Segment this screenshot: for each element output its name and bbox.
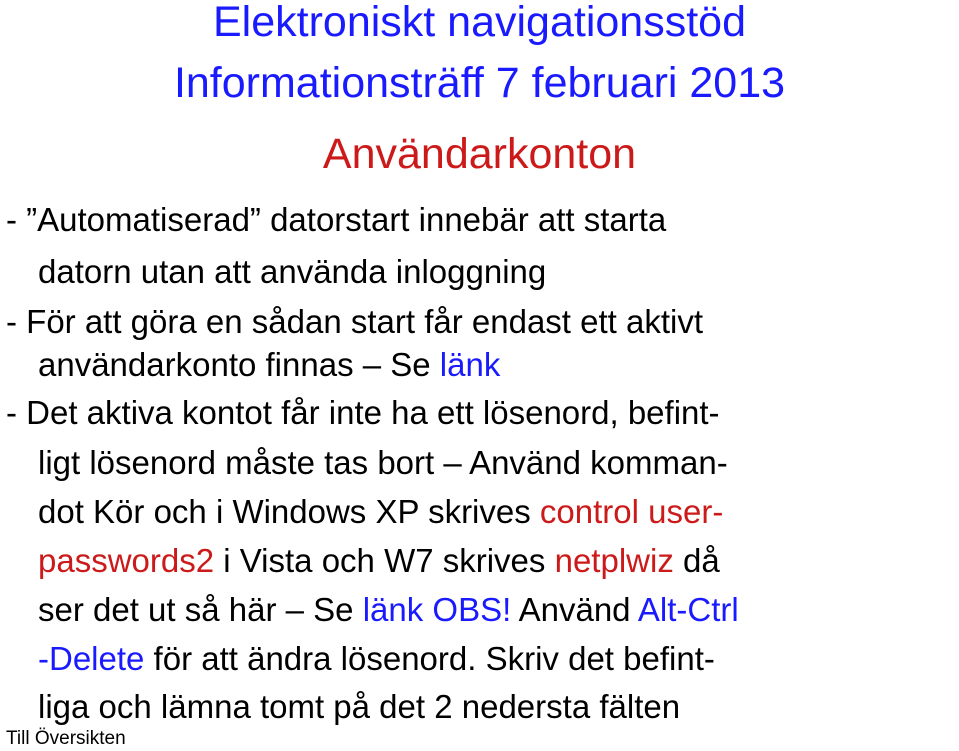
body-line-3: - För att göra en sådan start får endast ett aktivt xyxy=(6,303,704,340)
overview-link[interactable]: Till Översikten xyxy=(6,728,126,749)
body-line-2: datorn utan att använda inloggning xyxy=(38,253,547,290)
title-line-1: Elektroniskt navigationsstöd xyxy=(212,0,746,46)
keys-alt-ctrl-delete-part1: Alt-Ctrl xyxy=(637,591,739,628)
body-line-1: - ”Automatiserad” datorstart innebär att starta xyxy=(6,201,667,238)
body-line-9 xyxy=(38,593,739,626)
body-line-8-end: då xyxy=(673,542,720,579)
body-line-7-text: dot Kör och i Windows XP skrives xyxy=(38,493,540,530)
body-line-10 xyxy=(38,642,715,675)
body-line-9-mid: Använd xyxy=(511,591,638,628)
body-line-7 xyxy=(38,495,723,528)
title-line-2: Informationsträff 7 februari 2013 xyxy=(173,59,786,107)
body-line-4 xyxy=(38,348,500,381)
body-line-9-text: ser det ut så här – Se xyxy=(38,591,363,628)
command-control-userpasswords2-part2: passwords2 xyxy=(38,542,215,579)
body-line-11: liga och lämna tomt på det 2 nedersta fälten xyxy=(38,688,681,725)
link-2[interactable]: länk xyxy=(362,591,424,628)
body-line-4-text: användarkonto finnas – Se xyxy=(38,346,440,383)
body-line-6: ligt lösenord måste tas bort – Använd komman- xyxy=(38,444,728,481)
body-line-8-text: i Vista och W7 skrives xyxy=(214,542,555,579)
command-netplwiz: netplwiz xyxy=(554,542,674,579)
subtitle: Användarkonton xyxy=(322,130,637,178)
body-line-8 xyxy=(38,544,720,577)
command-control-userpasswords2-part1: control user- xyxy=(539,493,724,530)
link-1[interactable]: länk xyxy=(439,346,501,383)
obs-label: OBS! xyxy=(432,591,512,628)
body-line-10-text: för att ändra lösenord. Skriv det befint- xyxy=(144,640,715,677)
keys-alt-ctrl-delete-part2: -Delete xyxy=(38,640,145,677)
body-line-5: - Det aktiva kontot får inte ha ett lösenord, befint- xyxy=(6,394,720,431)
